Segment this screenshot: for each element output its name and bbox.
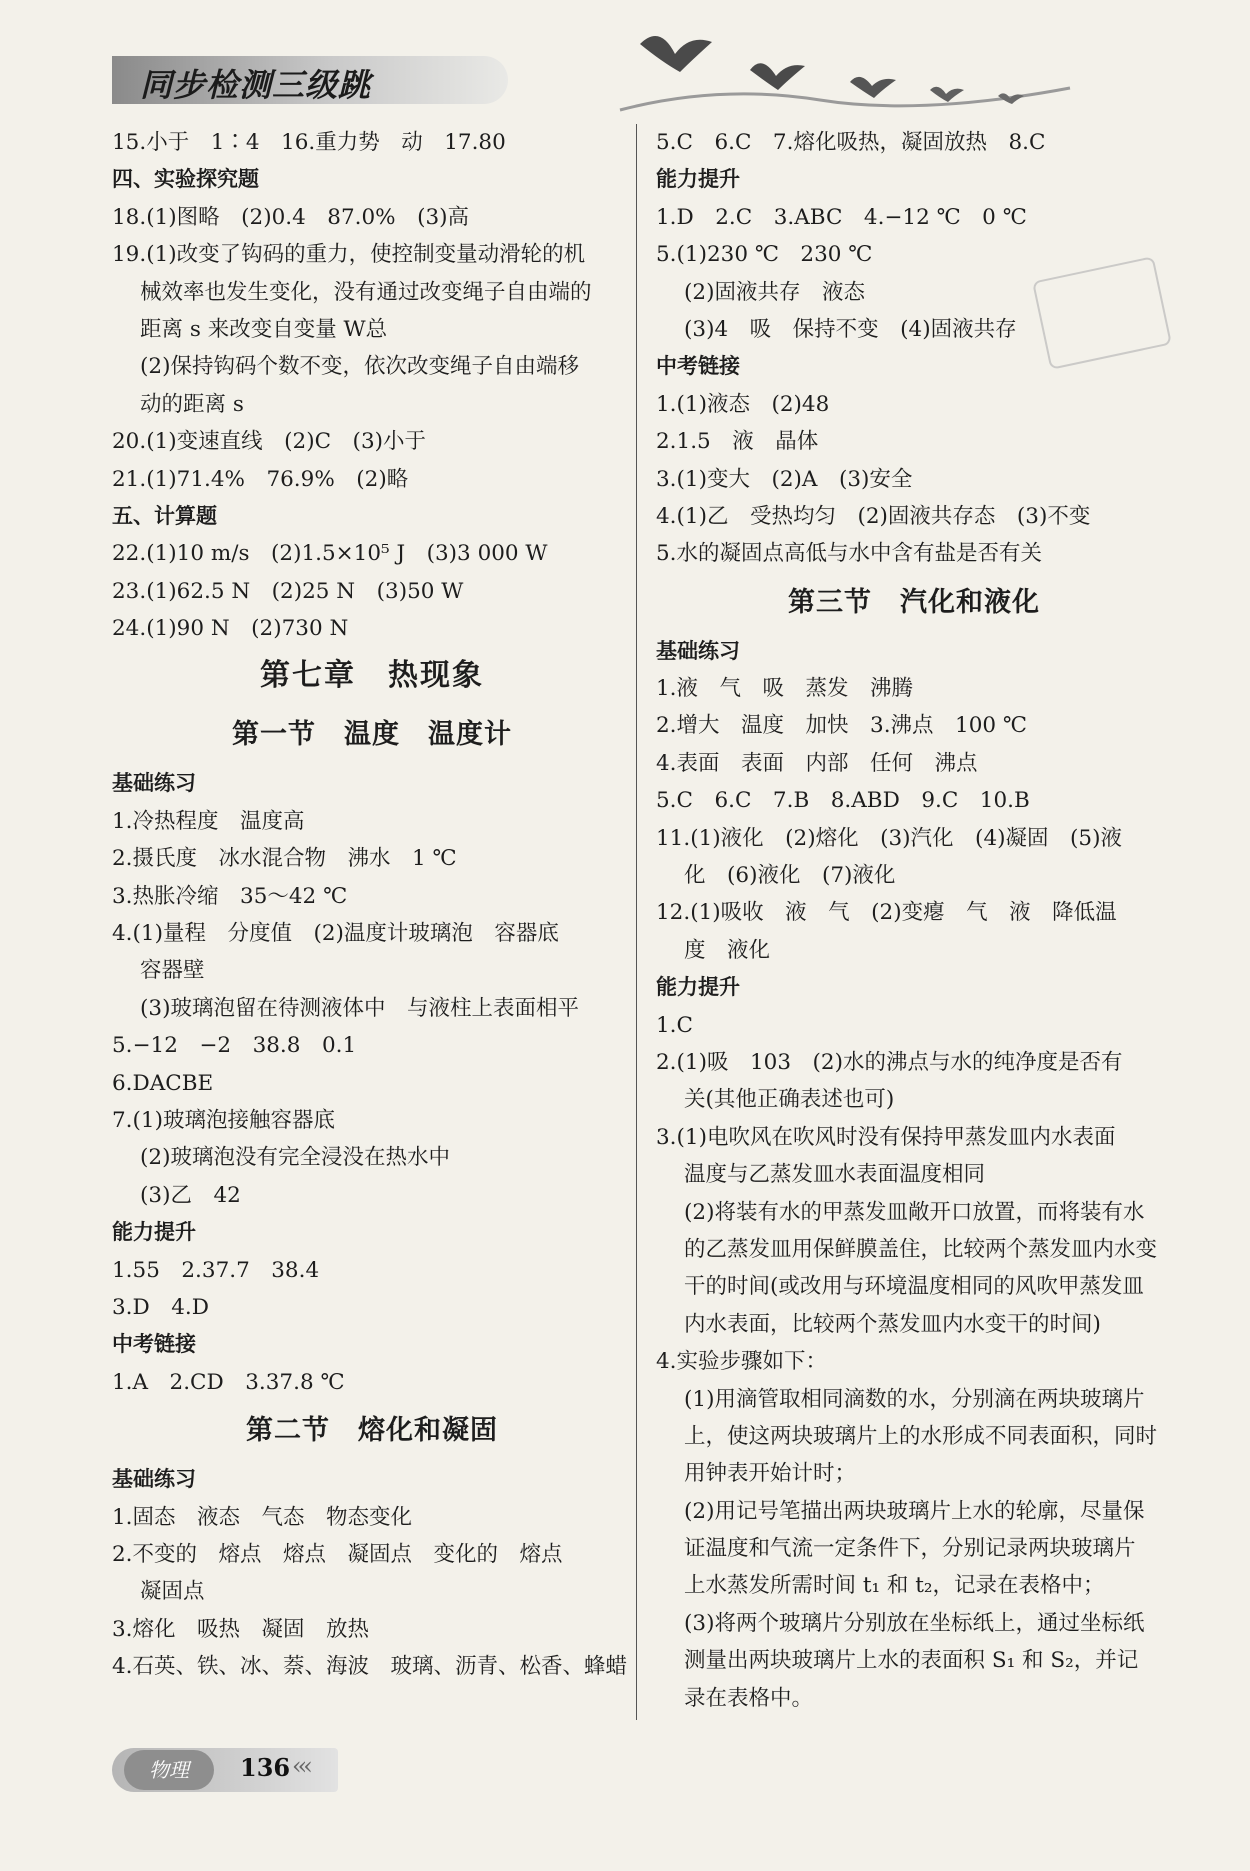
answer-line: 4.表面 表面 内部 任何 沸点 [656, 750, 978, 776]
answer-line: 5.−12 −2 38.8 0.1 [112, 1033, 357, 1059]
answer-line-continued: 关(其他正确表述也可) [684, 1087, 895, 1113]
answer-line-continued: (2)用记号笔描出两块玻璃片上水的轮廓，尽量保 [684, 1498, 1145, 1524]
section-title: 第二节 熔化和凝固 [246, 1415, 498, 1447]
answer-line: 7.(1)玻璃泡接触容器底 [112, 1107, 335, 1133]
answer-line: 24.(1)90 N (2)730 N [112, 616, 349, 642]
answer-line: 1.A 2.CD 3.37.8 ℃ [112, 1369, 345, 1395]
answer-line-continued: (3)玻璃泡留在待测液体中 与液柱上表面相平 [140, 995, 579, 1021]
answer-line-continued: 械效率也发生变化，没有通过改变绳子自由端的 [140, 279, 592, 305]
answer-line-continued: 凝固点 [140, 1579, 205, 1605]
subheading: 能力提升 [656, 167, 740, 192]
answer-line: 23.(1)62.5 N (2)25 N (3)50 W [112, 578, 464, 604]
answer-line: 12.(1)吸收 液 气 (2)变瘪 气 液 降低温 [656, 900, 1117, 926]
left-column [112, 124, 632, 1685]
answer-line-continued: 干的时间(或改用与环境温度相同的风吹甲蒸发皿 [684, 1274, 1144, 1300]
answer-line-continued: 度 液化 [684, 937, 771, 963]
chevrons-icon: ‹‹‹ [292, 1752, 309, 1780]
answer-line: 1.(1)液态 (2)48 [656, 391, 830, 417]
answer-line-continued: 上，使这两块玻璃片上的水形成不同表面积，同时 [684, 1423, 1158, 1449]
answer-line: 5.C 6.C 7.熔化吸热，凝固放热 8.C [656, 130, 1046, 155]
answer-line: 1.55 2.37.7 38.4 [112, 1257, 320, 1283]
answer-line-continued: (2)固液共存 液态 [684, 279, 865, 305]
subheading: 中考链接 [656, 354, 740, 379]
answer-line-continued: (3)乙 42 [140, 1182, 241, 1208]
answer-line-continued: (2)保持钩码个数不变，依次改变绳子自由端移 [140, 354, 579, 380]
answer-line-continued: 的乙蒸发皿用保鲜膜盖住，比较两个蒸发皿内水变 [684, 1236, 1158, 1262]
subheading: 基础练习 [112, 771, 196, 796]
answer-line: 19.(1)改变了钩码的重力，使控制变量动滑轮的机 [112, 242, 586, 268]
section-title: 第三节 汽化和液化 [788, 586, 1040, 618]
subheading: 四、实验探究题 [112, 167, 259, 192]
page-number: 136 [240, 1753, 291, 1782]
answer-line: 2.摄氏度 冰水混合物 沸水 1 ℃ [112, 846, 457, 872]
answer-line: 5.(1)230 ℃ 230 ℃ [656, 242, 873, 268]
answer-line-continued: 上水蒸发所需时间 t₁ 和 t₂，记录在表格中； [684, 1573, 1105, 1599]
right-column [656, 124, 1172, 1717]
subheading: 五、计算题 [112, 503, 217, 528]
answer-line-continued: (3)4 吸 保持不变 (4)固液共存 [684, 316, 1017, 342]
answer-line: 1.D 2.C 3.ABC 4.−12 ℃ 0 ℃ [656, 204, 1027, 230]
subheading: 能力提升 [656, 975, 740, 1000]
answer-line: 2.(1)吸 103 (2)水的沸点与水的纯净度是否有 [656, 1049, 1123, 1075]
answer-line: 2.1.5 液 晶体 [656, 429, 819, 455]
answer-line: 15.小于 1∶4 16.重力势 动 17.80 [112, 130, 506, 155]
answer-line-continued: 温度与乙蒸发皿水表面温度相同 [684, 1162, 986, 1188]
answer-line: 4.实验步骤如下： [656, 1349, 828, 1375]
answer-line: 5.C 6.C 7.B 8.ABD 9.C 10.B [656, 788, 1030, 814]
answer-line-continued: 容器壁 [140, 958, 205, 984]
answer-line: 5.水的凝固点高低与水中含有盐是否有关 [656, 541, 1043, 567]
answer-line-continued: (1)用滴管取相同滴数的水，分别滴在两块玻璃片 [684, 1386, 1145, 1412]
answer-line-continued: 证温度和气流一定条件下，分别记录两块玻璃片 [684, 1536, 1136, 1562]
subheading: 中考链接 [112, 1332, 196, 1357]
answer-line: 21.(1)71.4% 76.9% (2)略 [112, 466, 409, 492]
answer-line-continued: (2)将装有水的甲蒸发皿敞开口放置，而将装有水 [684, 1199, 1145, 1225]
answer-line: 1.液 气 吸 蒸发 沸腾 [656, 676, 914, 702]
answer-line: 22.(1)10 m/s (2)1.5×10⁵ J (3)3 000 W [112, 541, 548, 567]
answer-line-continued: 录在表格中。 [684, 1685, 814, 1711]
answer-line: 3.(1)电吹风在吹风时没有保持甲蒸发皿内水表面 [656, 1124, 1116, 1150]
answer-line: 11.(1)液化 (2)熔化 (3)汽化 (4)凝固 (5)液 [656, 825, 1122, 851]
answer-line: 2.增大 温度 加快 3.沸点 100 ℃ [656, 713, 1027, 739]
answer-line: 3.D 4.D [112, 1294, 210, 1320]
answer-line-continued: 动的距离 s [140, 391, 244, 417]
answer-line: 20.(1)变速直线 (2)C (3)小于 [112, 429, 427, 455]
answer-line-continued: (3)将两个玻璃片分别放在坐标纸上，通过坐标纸 [684, 1610, 1145, 1636]
answer-line-continued: 内水表面，比较两个蒸发皿内水变干的时间) [684, 1311, 1101, 1337]
answer-line: 1.C [656, 1012, 693, 1038]
subheading: 基础练习 [112, 1467, 196, 1492]
answer-line: 3.熔化 吸热 凝固 放热 [112, 1616, 370, 1642]
answer-line-continued: 距离 s 来改变自变量 W总 [140, 316, 388, 342]
subheading: 基础练习 [656, 638, 740, 663]
answer-line-continued: (2)玻璃泡没有完全浸没在热水中 [140, 1145, 450, 1171]
answer-line: 18.(1)图略 (2)0.4 87.0% (3)高 [112, 204, 470, 230]
answer-line: 2.不变的 熔点 熔点 凝固点 变化的 熔点 [112, 1541, 563, 1567]
answer-line: 1.冷热程度 温度高 [112, 808, 305, 834]
answer-line: 4.(1)量程 分度值 (2)温度计玻璃泡 容器底 [112, 921, 559, 947]
section-title: 第一节 温度 温度计 [232, 719, 512, 751]
answer-line: 4.(1)乙 受热均匀 (2)固液共存态 (3)不变 [656, 503, 1091, 529]
subheading: 能力提升 [112, 1220, 196, 1245]
answer-line: 6.DACBE [112, 1070, 214, 1096]
birds-decoration-icon [600, 14, 1080, 124]
chapter-title: 第七章 热现象 [260, 658, 484, 694]
column-divider [636, 124, 637, 1720]
answer-line-continued: 用钟表开始计时； [684, 1461, 857, 1487]
answer-line: 3.(1)变大 (2)A (3)安全 [656, 466, 913, 492]
answer-line: 4.石英、铁、冰、萘、海波 玻璃、沥青、松香、蜂蜡 [112, 1654, 628, 1680]
book-title: 同步检测三级跳 [140, 66, 372, 104]
subject-label: 物理 [124, 1750, 214, 1790]
answer-line: 3.热胀冷缩 35～42 ℃ [112, 883, 348, 909]
answer-line: 1.固态 液态 气态 物态变化 [112, 1504, 413, 1530]
answer-line-continued: 测量出两块玻璃片上水的表面积 S₁ 和 S₂，并记 [684, 1648, 1139, 1674]
answer-line-continued: 化 (6)液化 (7)液化 [684, 863, 896, 889]
